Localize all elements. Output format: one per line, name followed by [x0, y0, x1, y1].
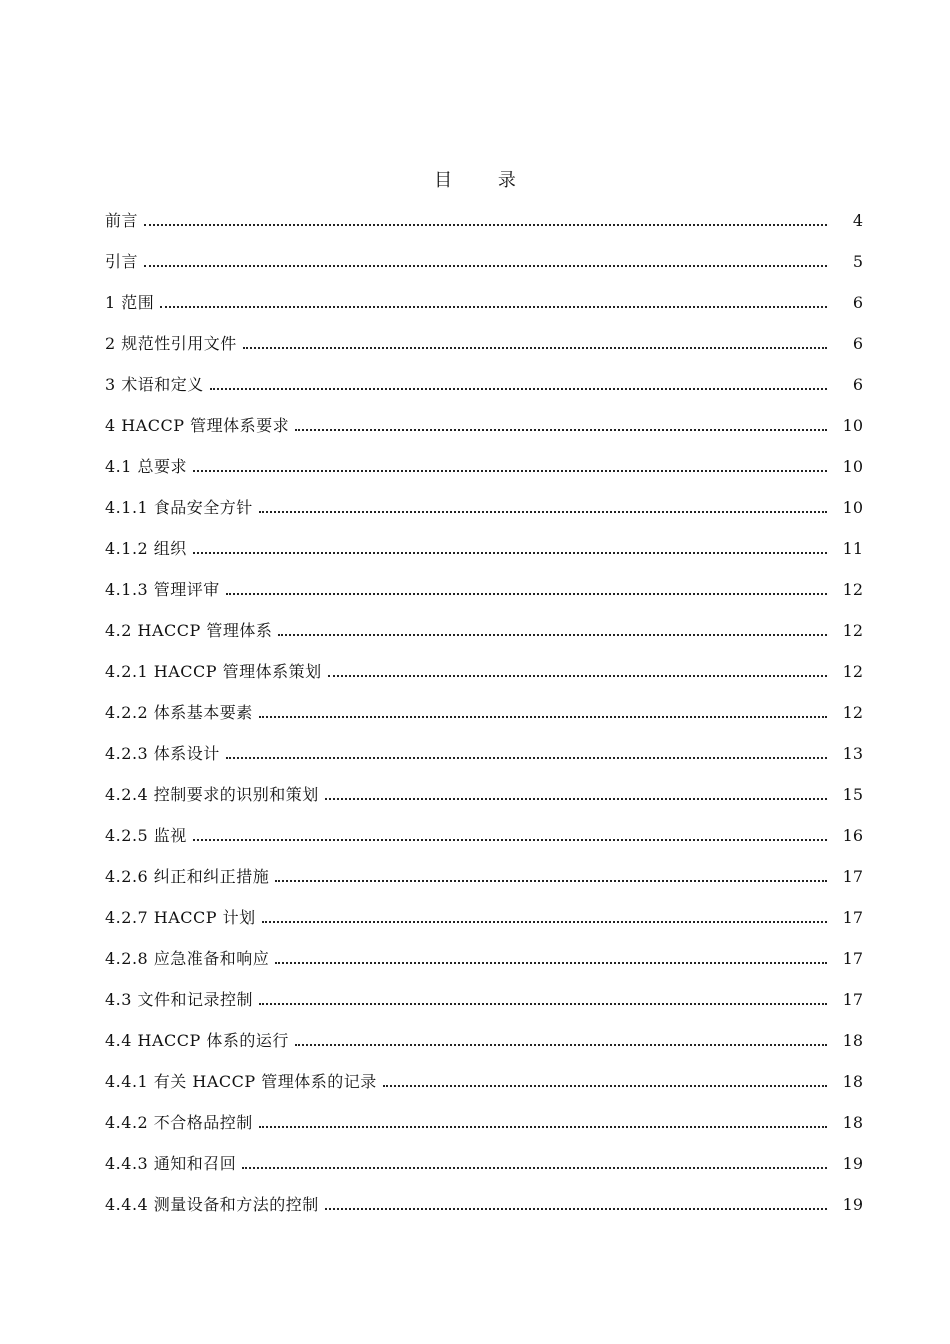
toc-dot-leader: [259, 715, 827, 718]
toc-entry-label: 4.1 总要求: [105, 457, 188, 476]
toc-entry-label: 4.3 文件和记录控制: [105, 990, 254, 1009]
toc-entry-label: 4.2.4 控制要求的识别和策划: [105, 785, 319, 804]
toc-entry-page-number: 15: [842, 785, 863, 804]
toc-entry[interactable]: [105, 651, 863, 692]
toc-entry[interactable]: [105, 774, 863, 815]
toc-dot-leader: [226, 756, 827, 759]
toc-entry[interactable]: [105, 282, 863, 323]
toc-dot-leader: [144, 223, 827, 226]
toc-entry-label: 4.4.2 不合格品控制: [105, 1113, 253, 1132]
toc-dot-leader: [275, 879, 827, 882]
toc-dot-leader: [193, 551, 827, 554]
toc-entry-label: 4.2.7 HACCP 计划: [105, 908, 256, 927]
toc-entry[interactable]: [105, 200, 863, 241]
toc-entry[interactable]: [105, 938, 863, 979]
toc-dot-leader: [278, 633, 827, 636]
toc-entry-label: 4.2 HACCP 管理体系: [105, 621, 273, 640]
toc-entry[interactable]: [105, 979, 863, 1020]
toc-entry-label: 3 术语和定义: [105, 375, 204, 394]
toc-entry-label: 4.4.3 通知和召回: [105, 1154, 237, 1173]
toc-entry[interactable]: [105, 692, 863, 733]
toc-entry-page-number: 6: [852, 334, 863, 353]
toc-dot-leader: [262, 920, 827, 923]
toc-entry-page-number: 12: [842, 580, 863, 599]
toc-entry[interactable]: [105, 364, 863, 405]
toc-entry-label: 4.2.5 监视: [105, 826, 187, 845]
toc-entry-page-number: 6: [852, 293, 863, 312]
toc-dot-leader: [295, 1043, 827, 1046]
toc-entry-page-number: 17: [842, 990, 863, 1009]
toc-entry-label: 4.1.2 组织: [105, 539, 187, 558]
toc-entry-page-number: 10: [842, 416, 863, 435]
toc-dot-leader: [243, 346, 827, 349]
toc-dot-leader: [295, 428, 827, 431]
toc-dot-leader: [328, 674, 827, 677]
toc-entry-label: 4.2.1 HACCP 管理体系策划: [105, 662, 322, 681]
toc-dot-leader: [325, 797, 827, 800]
toc-dot-leader: [259, 1125, 827, 1128]
toc-entry-label: 4.4 HACCP 体系的运行: [105, 1031, 289, 1050]
toc-entry-label: 4.1.1 食品安全方针: [105, 498, 253, 517]
toc-entry[interactable]: [105, 610, 863, 651]
toc-entry[interactable]: [105, 1184, 863, 1225]
toc-dot-leader: [259, 1002, 827, 1005]
toc-entry-page-number: 4: [852, 211, 863, 230]
toc-entry-label: 前言: [105, 211, 139, 230]
toc-entry-label: 4 HACCP 管理体系要求: [105, 416, 290, 435]
toc-entry-page-number: 17: [842, 867, 863, 886]
toc-entry[interactable]: [105, 1102, 863, 1143]
toc-entry[interactable]: [105, 733, 863, 774]
toc-entry-page-number: 6: [852, 375, 863, 394]
toc-entry[interactable]: [105, 405, 863, 446]
toc-entry-page-number: 11: [842, 539, 863, 558]
toc-dot-leader: [193, 469, 827, 472]
toc-entry-label: 4.2.3 体系设计: [105, 744, 220, 763]
toc-dot-leader: [226, 592, 827, 595]
toc-entry-label: 2 规范性引用文件: [105, 334, 237, 353]
toc-dot-leader: [160, 305, 827, 308]
toc-entry[interactable]: [105, 897, 863, 938]
toc-entry[interactable]: [105, 1020, 863, 1061]
toc-entry[interactable]: [105, 241, 863, 282]
toc-entry[interactable]: [105, 446, 863, 487]
toc-entry[interactable]: [105, 856, 863, 897]
toc-entry-page-number: 19: [842, 1154, 863, 1173]
toc-entry-page-number: 5: [852, 252, 863, 271]
toc-dot-leader: [193, 838, 827, 841]
toc-entry-page-number: 18: [842, 1113, 863, 1132]
toc-entry-page-number: 12: [842, 621, 863, 640]
toc-entry-page-number: 12: [842, 662, 863, 681]
toc-dot-leader: [259, 510, 827, 513]
toc-entry[interactable]: [105, 528, 863, 569]
toc-dot-leader: [144, 264, 827, 267]
toc-entry-page-number: 19: [842, 1195, 863, 1214]
toc-entry-label: 引言: [105, 252, 139, 271]
toc-entry-page-number: 12: [842, 703, 863, 722]
toc-dot-leader: [325, 1207, 827, 1210]
toc-entry-page-number: 10: [842, 457, 863, 476]
toc-entry-page-number: 13: [842, 744, 863, 763]
toc-entry[interactable]: [105, 1061, 863, 1102]
toc-entry-label: 4.2.2 体系基本要素: [105, 703, 253, 722]
toc-entry[interactable]: [105, 815, 863, 856]
toc-entry-page-number: 17: [842, 908, 863, 927]
toc-entry-label: 4.4.4 测量设备和方法的控制: [105, 1195, 319, 1214]
toc-entry-page-number: 18: [842, 1031, 863, 1050]
toc-entry-page-number: 18: [842, 1072, 863, 1091]
toc-entry-label: 4.4.1 有关 HACCP 管理体系的记录: [105, 1072, 377, 1091]
toc-dot-leader: [383, 1084, 827, 1087]
toc-dot-leader: [275, 961, 827, 964]
toc-dot-leader: [242, 1166, 827, 1169]
toc-entry[interactable]: [105, 1143, 863, 1184]
toc-entry[interactable]: [105, 569, 863, 610]
toc-entry-label: 4.1.3 管理评审: [105, 580, 220, 599]
toc-entry[interactable]: [105, 487, 863, 528]
toc-entry-label: 1 范围: [105, 293, 155, 312]
toc-dot-leader: [210, 387, 827, 390]
table-of-contents: [105, 200, 863, 1225]
toc-entry-label: 4.2.6 纠正和纠正措施: [105, 867, 270, 886]
toc-entry-page-number: 17: [842, 949, 863, 968]
toc-entry-page-number: 16: [842, 826, 863, 845]
toc-entry-label: 4.2.8 应急准备和响应: [105, 949, 270, 968]
toc-entry[interactable]: [105, 323, 863, 364]
toc-title: 目 录: [434, 170, 536, 191]
toc-entry-page-number: 10: [842, 498, 863, 517]
